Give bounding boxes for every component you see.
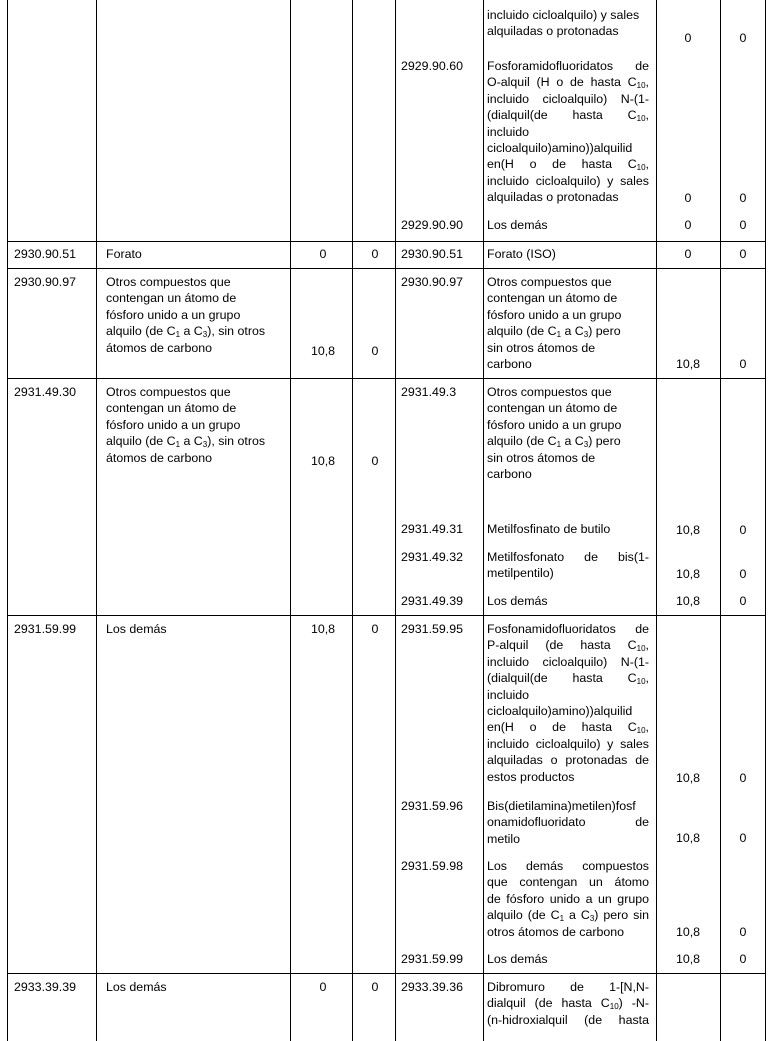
cell-code: 2930.90.97 [401,275,464,289]
cell-value: 0 [739,567,747,581]
column-divider [656,0,657,1041]
cell-value: 0 [739,952,747,966]
cell-value: 0 [684,31,692,45]
cell-code: 2933.39.39 [14,980,77,994]
cell-desc: Forato (ISO) [487,247,556,261]
cell-desc: Forato [106,247,142,261]
cell-code: 2931.49.39 [401,594,464,608]
cell-code: 2931.49.30 [14,385,77,399]
cell-desc: Los demás [106,980,167,994]
column-divider [395,0,396,1041]
cell-value: 10,8 [310,344,336,358]
cell-value: 0 [684,191,692,205]
cell-desc: Otros compuestos que contengan un átomo de fósforo unido a un grupo alquilo (de $C_1$ a $C_3$), sin otros átomos de carbono [106,385,266,465]
cell-code: 2933.39.36 [401,980,464,994]
tariff-table [7,0,766,1041]
column-divider [483,0,484,1041]
cell-value: 0 [739,594,747,608]
cell-value: 10,8 [675,357,701,371]
cell-value: 10,8 [675,771,701,785]
cell-value: 0 [739,191,747,205]
cell-desc: Dibromuro de 1-[N,N- dialquil (de hasta $C_{10}$) -N- (n-hidroxialquil (de hasta [487,980,649,1027]
column-divider [96,0,97,1041]
cell-value: 0 [319,247,327,261]
cell-value: 0 [371,454,379,468]
cell-desc: Los demás [487,952,548,966]
cell-value: 10,8 [310,454,336,468]
cell-value: 0 [684,218,692,232]
row-divider [7,615,766,616]
table-border [765,0,766,1041]
column-divider [720,0,721,1041]
cell-desc: Otros compuestos que contengan un átomo de fósforo unido a un grupo alquilo (de $C_1$ a $C_3$) pero sin otros átomos de carbono [487,385,622,482]
cell-code: 2930.90.97 [14,275,77,289]
cell-desc: Los demás compuestos que contengan un átomo de fósforo unido a un grupo alquilo (de $C_1$ a $C_3$) pero sin otros átomos de carbono [487,859,649,939]
cell-value: 0 [739,523,747,537]
cell-code: 2931.59.99 [401,952,464,966]
cell-desc: Fosfonamidofluoridatos de P-alquil (de hasta $C_{10}$, incluido cicloalquilo) N-(1- (dialquil(de hasta $C_{10}$, incluido cicloalquilo)amino))alquilid en(H o de hasta $C_{10}$, incluido cicloalquilo) y sales alquiladas o protonadas de estos productos [487,622,649,784]
cell-code: 2931.59.99 [14,622,77,636]
cell-value: 0 [739,31,747,45]
row-divider [7,241,766,242]
cell-desc: Metilfosfonato de bis(1- metilpentilo) [487,550,649,581]
cell-value: 10,8 [675,594,701,608]
cell-value: 0 [371,980,379,994]
cell-desc: Fosforamidofluoridatos de O-alquil (H o de hasta $C_{10}$, incluido cicloalquilo) N-(1- (dialquil(de hasta $C_{10}$, incluido cicloalquilo)amino))alquilid en(H o de hasta $C_{10}$, incluido cicloalquilo) y sales alquiladas o protonadas [487,59,649,205]
cell-desc: Los demás [487,594,548,608]
cell-code: 2930.90.51 [401,247,464,261]
cell-code: 2929.90.60 [401,59,464,73]
column-divider [290,0,291,1041]
cell-desc: Bis(dietilamina)metilen)fosf onamidofluoridato de metilo [487,799,649,846]
cell-desc: Metilfosfinato de butilo [487,522,611,536]
cell-desc: incluido cicloalquilo) y sales alquiladas o protonadas [487,8,640,39]
cell-code: 2931.49.32 [401,550,464,564]
cell-value: 0 [684,247,692,261]
table-border [7,0,8,1041]
cell-value: 0 [739,771,747,785]
row-divider [7,378,766,379]
cell-value: 0 [739,357,747,371]
row-divider [7,268,766,269]
cell-desc: Otros compuestos que contengan un átomo de fósforo unido a un grupo alquilo (de $C_1$ a $C_3$) pero sin otros átomos de carbono [487,275,622,372]
cell-code: 2931.59.95 [401,622,464,636]
row-divider [7,973,766,974]
cell-value: 10,8 [675,925,701,939]
cell-code: 2929.90.90 [401,218,464,232]
cell-code: 2931.49.3 [401,385,457,399]
cell-desc: Los demás [106,622,167,636]
cell-code: 2930.90.51 [14,247,77,261]
cell-value: 0 [371,247,379,261]
cell-value: 0 [371,344,379,358]
column-divider [352,0,353,1041]
cell-value: 0 [319,980,327,994]
cell-value: 10,8 [675,567,701,581]
cell-desc: Otros compuestos que contengan un átomo de fósforo unido a un grupo alquilo (de $C_1$ a $C_3$), sin otros átomos de carbono [106,275,266,355]
cell-value: 10,8 [675,523,701,537]
cell-code: 2931.49.31 [401,522,464,536]
cell-value: 0 [739,247,747,261]
cell-value: 0 [371,622,379,636]
cell-code: 2931.59.96 [401,799,464,813]
cell-value: 0 [739,925,747,939]
cell-value: 0 [739,831,747,845]
cell-value: 0 [739,218,747,232]
cell-value: 10,8 [310,622,336,636]
cell-code: 2931.59.98 [401,859,464,873]
cell-desc: Los demás [487,218,548,232]
cell-value: 10,8 [675,831,701,845]
cell-value: 10,8 [675,952,701,966]
